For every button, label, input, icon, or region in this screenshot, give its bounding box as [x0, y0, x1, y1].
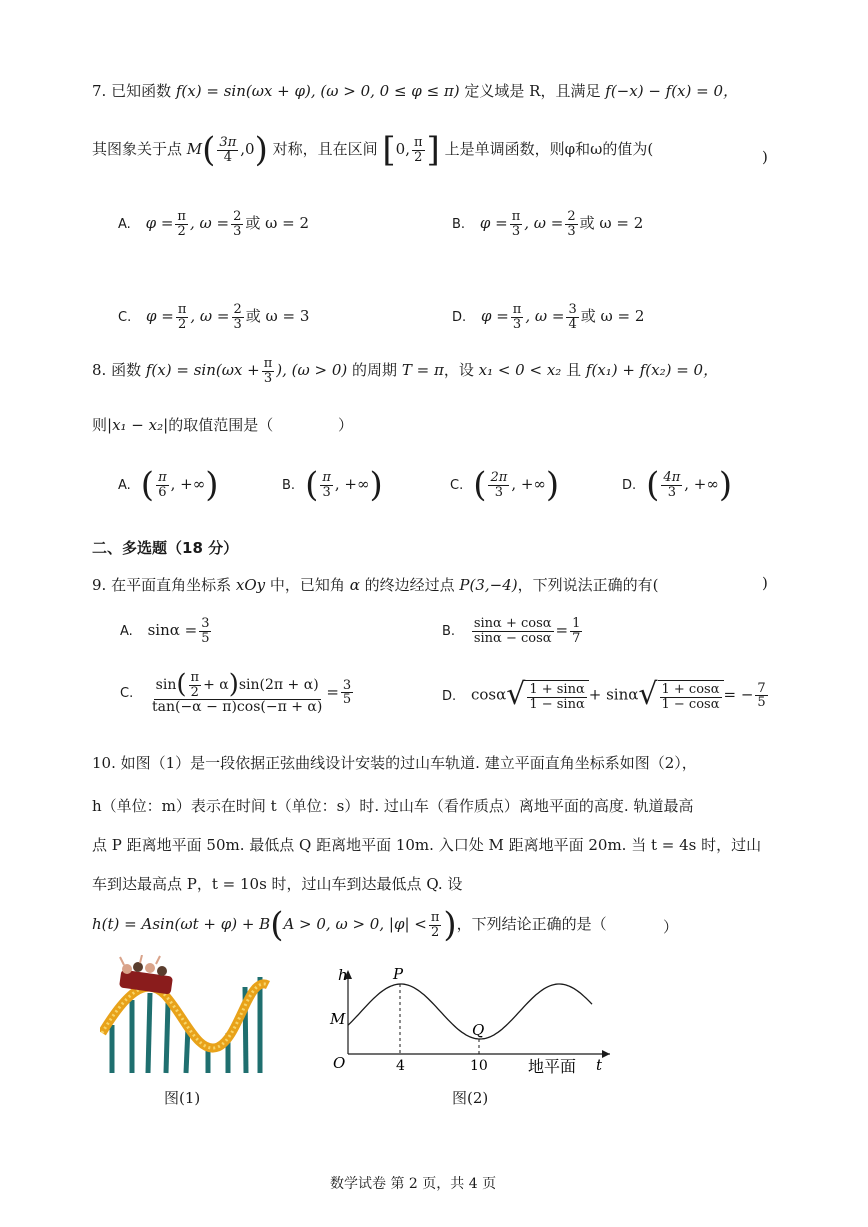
opt-text: , ω = — [524, 214, 564, 233]
opt-text: , +∞ — [170, 475, 206, 493]
q8-question-text: 的取值范围是（ — [168, 416, 274, 434]
q7-question-text: 上是单调函数，则φ和ω的值为( — [444, 140, 654, 158]
q7-point-m: M — [186, 140, 203, 158]
q8-option-a: A. ( $\frac{\pi}{6}$ , +∞) — [118, 465, 219, 505]
q7-interval-start: 0, — [395, 140, 410, 158]
q7-interval-text: 对称，且在区间 — [272, 140, 378, 158]
frac-den: 3 — [512, 316, 522, 332]
roller-coaster-illustration — [100, 955, 275, 1080]
q9-option-c: C. sin( $\frac{\pi}{2}$ + α)sin(2π + α) tan(−α − π)cos(−π + α) = $\frac{3}{5}$ — [120, 669, 352, 716]
tick-10-label: 10 — [470, 1058, 488, 1074]
q7-intro: 7. 已知函数 — [92, 82, 172, 100]
figure-2-caption: 图(2) — [452, 1089, 489, 1107]
frac-den: 7 — [572, 630, 581, 646]
q10-formula-line: h(t) = Asin(ωt + φ) + B(A > 0, ω > 0, |φ| < $\frac{\pi}{2}$ )，下列结论正确的是（ — [92, 905, 607, 945]
frac-num: π — [177, 302, 187, 317]
frac-den: 2 — [190, 684, 199, 700]
frac-den: 1 − sinα — [529, 696, 585, 712]
option-label: A. — [120, 624, 133, 640]
frac-num: π — [158, 469, 167, 485]
frac-den: 5 — [201, 630, 210, 646]
frac-num: 7 — [757, 680, 766, 696]
option-label: A. — [118, 478, 131, 493]
frac-den: 2 — [177, 223, 186, 239]
q7-answer-paren: ) — [762, 148, 768, 166]
opt-text: 或 ω = 2 — [245, 214, 310, 233]
point-m-label: M — [330, 1010, 346, 1028]
q7-symmetry-text: 其图象关于点 — [92, 140, 183, 158]
t-axis-label: t — [596, 1056, 603, 1074]
frac-num: 3 — [342, 677, 352, 693]
q8-condition: x₁ < 0 < x₂ — [478, 361, 562, 380]
point-q-label: Q — [472, 1021, 485, 1039]
frac-num: π — [512, 302, 522, 317]
frac-num: 2π — [490, 469, 508, 485]
q8-option-c: C. ( $\frac{2\pi}{3}$ , +∞) — [450, 465, 560, 505]
q8-answer-paren: ） — [338, 416, 354, 434]
frac-num: π — [322, 469, 331, 485]
q8-text: 且 — [566, 361, 582, 380]
q8-text: 则 — [92, 416, 108, 434]
frac-num: 1 + cosα — [661, 682, 720, 697]
opt-text: 或 ω = 3 — [245, 307, 310, 326]
section-heading: 二、多选题（18 分） — [92, 539, 239, 557]
opt-text: , +∞ — [684, 475, 719, 493]
frac-den: 6 — [158, 484, 167, 500]
option-label: D. — [442, 688, 457, 704]
q8-intro: 8. 函数 — [92, 361, 142, 380]
sine-curve — [348, 984, 592, 1039]
opt-text: φ = — [479, 214, 508, 233]
h-axis-label: h — [338, 966, 348, 984]
q8-line2 — [92, 414, 273, 435]
q8-abs-expr: |x₁ − x₂| — [107, 416, 169, 434]
opt-text: = − — [723, 685, 754, 704]
option-label: B. — [452, 217, 466, 233]
q7-option-c — [118, 303, 309, 331]
q10-conditions: A > 0, ω > 0, |φ| < — [283, 915, 427, 933]
frac-num: π — [511, 209, 521, 224]
opt-text: + α — [203, 677, 229, 694]
frac-num: π — [430, 909, 440, 925]
frac-den: 5 — [342, 692, 352, 708]
opt-text: , ω = — [189, 214, 230, 233]
frac-den: 2 — [177, 316, 187, 332]
opt-text: φ = — [480, 307, 509, 326]
frac-num: 3 — [201, 616, 210, 631]
q9-text: 的终边经过点 — [364, 576, 455, 594]
q10-question-text: ，下列结论正确的是（ — [456, 915, 607, 933]
q9-point: P(3,−4) — [459, 576, 518, 594]
q8-text: 的周期 — [352, 361, 398, 380]
frac-den: 5 — [757, 695, 766, 711]
q10-line3: 点 P 距离地平面 50m. 最低点 Q 距离地平面 10m. 入口处 M 距离地平面 20m. 当 t = 4s 时，过山 — [92, 836, 762, 854]
option-label: C. — [450, 478, 464, 493]
frac-num: sinα + cosα — [473, 616, 552, 631]
opt-text: + sinα — [588, 685, 639, 704]
q10-answer-paren: ） — [663, 918, 679, 936]
frac-den: 3 — [233, 316, 242, 332]
q9-option-a — [120, 617, 213, 645]
opt-text: , +∞ — [511, 475, 546, 493]
frac-num: 2 — [233, 209, 242, 224]
q9-coord: xOy — [235, 576, 266, 594]
opt-text: = — [326, 682, 339, 701]
q7-function: f(x) = sin(ωx + φ), (ω > 0, 0 ≤ φ ≤ π) — [175, 82, 460, 100]
frac-num: π — [413, 134, 423, 150]
frac-den: 4 — [568, 316, 577, 332]
q10-line1: 10. 如图（1）是一段依据正弦曲线设计安装的过山车轨道. 建立平面直角坐标系如图（2）， — [92, 754, 697, 772]
option-label: C. — [120, 685, 134, 701]
q8-text: ，设 — [443, 361, 474, 380]
q8-function-tail: ), (ω > 0) — [276, 361, 348, 380]
q7-option-d — [452, 303, 644, 331]
t-axis-arrow-icon — [602, 1050, 610, 1058]
option-label: B. — [442, 624, 456, 640]
opt-text: 或 ω = 2 — [579, 214, 644, 233]
q8-option-b: B. ( $\frac{\pi}{3}$ , +∞) — [282, 465, 383, 505]
q10-formula: h(t) = Asin(ωt + φ) + B — [92, 915, 271, 933]
frac-num: π — [190, 670, 200, 685]
q9-option-b — [442, 617, 584, 645]
option-label: C. — [118, 310, 132, 326]
q8-condition-2: f(x₁) + f(x₂) = 0， — [585, 361, 719, 380]
origin-label: O — [333, 1054, 346, 1072]
frac-den: tan(−α − π)cos(−π + α) — [152, 699, 323, 716]
q7-line1 — [92, 80, 738, 101]
q9-text: 中，已知角 — [269, 576, 345, 594]
frac-num: 1 + sinα — [529, 682, 585, 697]
frac-den: 3 — [233, 223, 242, 239]
ground-label: 地平面 — [528, 1057, 577, 1076]
q10-line4: 车到达最高点 P，t = 10s 时，过山车到达最低点 Q. 设 — [92, 875, 463, 893]
frac-den: 2 — [414, 149, 423, 165]
figure-1-caption: 图(1) — [164, 1089, 201, 1107]
point-p-label: P — [393, 965, 404, 983]
frac-den: sinα − cosα — [473, 630, 552, 646]
page-footer: 数学试卷 第 2 页，共 4 页 — [330, 1176, 497, 1192]
frac-den: 2 — [430, 924, 440, 940]
frac-num: 2 — [567, 209, 576, 224]
q7-domain-text: 定义域是 R，且满足 — [464, 82, 601, 100]
q7-condition: f(−x) − f(x) = 0， — [605, 82, 739, 100]
frac-den: 3 — [567, 223, 576, 239]
frac-num: π — [177, 209, 186, 224]
opt-text: φ = — [146, 307, 174, 326]
q7-option-b — [452, 210, 643, 238]
opt-text: , +∞ — [334, 475, 370, 493]
q8-period: T = π — [401, 361, 444, 380]
q9-question-text: ，下列说法正确的有( — [517, 576, 659, 594]
q8-function: f(x) = sin(ωx + — [145, 361, 260, 380]
q9-answer-paren: ) — [762, 574, 768, 592]
frac-den: 1 − cosα — [661, 696, 720, 712]
frac-num: 1 — [572, 616, 581, 631]
opt-text: cosα — [470, 685, 507, 704]
option-label: D. — [452, 310, 467, 326]
opt-text: φ = — [145, 214, 174, 233]
opt-text: = — [555, 621, 569, 640]
q10-line2: h（单位：m）表示在时间 t（单位：s）时. 过山车（看作质点）离地平面的高度. 轨道最高 — [92, 797, 694, 815]
frac-den: 3 — [263, 370, 273, 386]
tick-4-label: 4 — [396, 1058, 405, 1074]
q9-option-d: D. cosα √ $\frac{1 + \sin\alpha}{1 - \sin\alpha}$ + sinα √ $\frac{1 + \cos\alpha}{1 - \cos\alpha}$ = − $\frac{7}{5}$ — [442, 677, 766, 712]
q9-line1 — [92, 574, 659, 595]
q7-option-a — [118, 210, 309, 238]
frac-num: 4π — [663, 469, 681, 485]
coaster-cars — [119, 955, 173, 995]
frac-den: 3 — [494, 484, 504, 500]
option-label: B. — [282, 478, 296, 493]
q9-alpha: α — [349, 576, 360, 594]
frac-den: 3 — [667, 484, 676, 500]
frac-num: 3 — [568, 302, 577, 317]
opt-text: sin(2π + α) — [238, 677, 319, 694]
q7-point-tail: ,0 — [240, 140, 255, 158]
opt-text: sinα = — [147, 621, 198, 640]
q9-intro: 9. 在平面直角坐标系 — [92, 576, 232, 594]
q7-line2: 其图象关于点 M( $\frac{3\pi}{4}$ ,0) 对称，且在区间 [0, $\frac{\pi}{2}$ ] 上是单调函数，则φ和ω的值为( — [92, 130, 654, 170]
frac-num: π — [263, 356, 273, 371]
option-label: A. — [118, 217, 131, 233]
option-label: D. — [622, 478, 637, 493]
frac-num: 3π — [219, 134, 237, 150]
opt-text: , ω = — [190, 307, 230, 326]
sine-graph — [318, 962, 618, 1077]
frac-den: 3 — [322, 484, 331, 500]
q8-option-d: D. ( $\frac{4\pi}{3}$ , +∞) — [622, 465, 733, 505]
frac-num: 2 — [233, 302, 242, 317]
opt-text: , ω = — [525, 307, 565, 326]
q8-line1 — [92, 357, 718, 385]
frac-den: 3 — [511, 223, 521, 239]
opt-text: sin — [155, 677, 177, 694]
opt-text: 或 ω = 2 — [580, 307, 645, 326]
frac-den: 4 — [223, 149, 232, 165]
